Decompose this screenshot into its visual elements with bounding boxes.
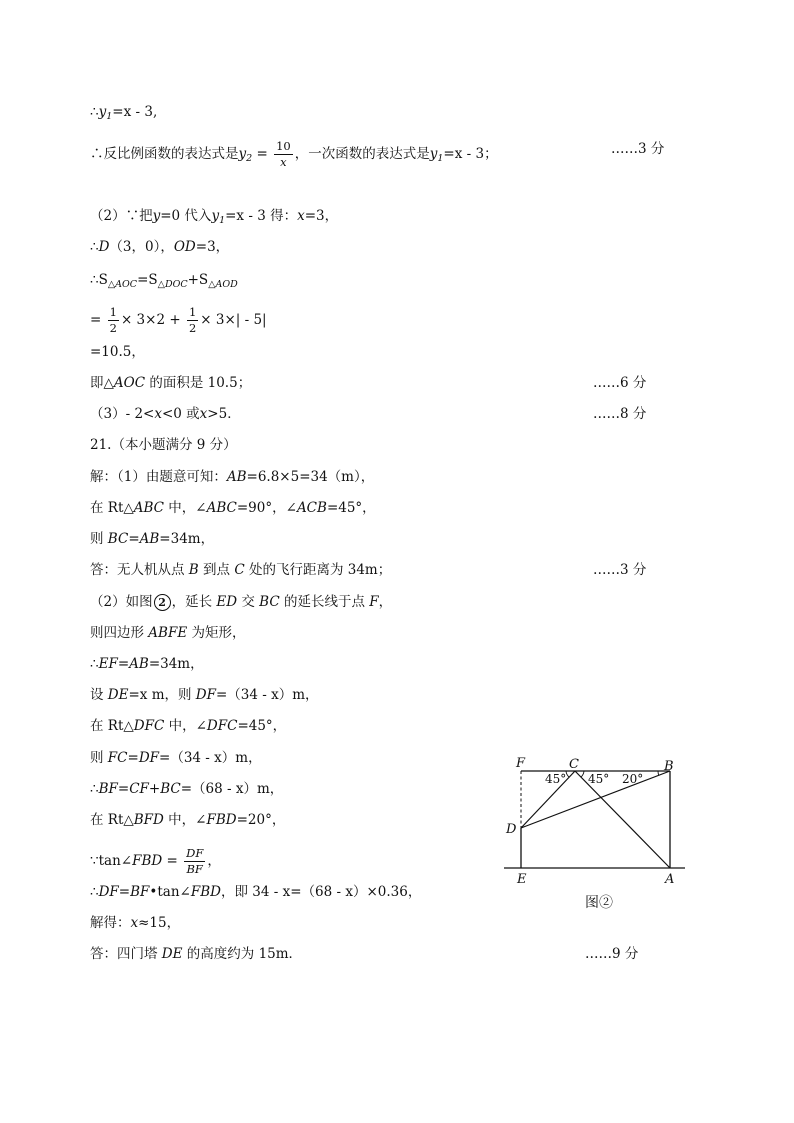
subscript: △AOD — [208, 279, 238, 290]
var: FBD — [132, 853, 163, 869]
question-21-heading: 21.（本小题满分 9 分） — [90, 437, 237, 453]
text: 在 Rt△ — [90, 812, 134, 828]
subscript: 1 — [437, 153, 444, 164]
var: BC — [160, 781, 181, 797]
var: BC — [107, 531, 129, 547]
line-q21-1 — [90, 467, 374, 487]
fraction — [184, 846, 205, 877]
var: OD — [173, 239, 196, 255]
var: DE — [161, 946, 183, 962]
var: ABC — [206, 500, 237, 516]
line-q21-2 — [90, 498, 376, 518]
denominator: 2 — [109, 321, 117, 335]
circled-number: 2 — [154, 594, 171, 611]
text: 则四边形 — [90, 625, 149, 641]
text: =x - 3 得： — [225, 208, 298, 224]
text: =x - 3； — [443, 146, 498, 162]
angle-arc-3 — [658, 771, 659, 775]
var: DFC — [133, 718, 165, 734]
var: DFC — [206, 718, 238, 734]
line-q21-3 — [90, 529, 214, 549]
subscript: 1 — [106, 111, 113, 122]
score-6: ……6 分 — [593, 375, 647, 391]
line-q21-4 — [90, 560, 391, 580]
text: ∴ — [90, 104, 99, 120]
point-label-e: E — [517, 872, 527, 887]
var: ACB — [296, 500, 327, 516]
var: y — [152, 208, 161, 224]
var: x — [130, 915, 139, 931]
point-label-c: C — [569, 757, 579, 772]
line-q21-8 — [90, 685, 319, 705]
text: ， — [207, 853, 221, 869]
angle-label-3: 20° — [622, 772, 644, 786]
text: 的面积是 10.5； — [145, 375, 252, 391]
text: = — [117, 656, 130, 672]
text: <0 或 — [161, 406, 200, 422]
denominator: 2 — [188, 321, 197, 335]
text: =3， — [304, 208, 339, 224]
text: =（34 - x）m， — [159, 750, 262, 766]
text: 交 — [237, 594, 260, 610]
var: EF — [98, 656, 118, 672]
text: ，即 34 - x=（68 - x）×0.36， — [220, 884, 422, 900]
text: 处的飞行距离为 34m； — [244, 562, 392, 578]
line-q21-10 — [90, 748, 262, 768]
numerator: 1 — [109, 305, 117, 319]
numerator: 10 — [276, 139, 291, 153]
var: DE — [107, 687, 129, 703]
text: = — [117, 781, 130, 797]
line-area-answer — [90, 373, 251, 393]
angle-label-1: 45° — [545, 772, 567, 786]
line-area-sum — [90, 270, 238, 295]
figure-caption: 图② — [585, 895, 613, 911]
text: 为矩形， — [187, 625, 246, 641]
line-therefore-y1 — [90, 102, 157, 127]
text: •tan∠ — [149, 884, 191, 900]
text: ∴ — [90, 781, 99, 797]
text: ∴S — [90, 272, 108, 288]
score-8: ……8 分 — [593, 406, 647, 422]
text: ∵tan∠ — [90, 853, 133, 869]
line-q21-9 — [90, 716, 286, 736]
text: 中，∠ — [163, 812, 207, 828]
text: =6.8×5=34（m）， — [246, 469, 375, 485]
text: 中，∠ — [164, 718, 207, 734]
line-part2 — [90, 206, 338, 231]
var: DF — [195, 687, 216, 703]
var: ABC — [133, 500, 165, 516]
var: BC — [259, 594, 280, 610]
text: = — [252, 146, 273, 162]
text: =20°， — [236, 812, 286, 828]
line-q21-13 — [90, 846, 221, 877]
text: =x - 3, — [112, 104, 158, 120]
text: 在 Rt△ — [90, 718, 134, 734]
text: （3）- 2< — [90, 406, 155, 422]
line-q21-16 — [90, 944, 302, 964]
var: F — [369, 594, 379, 610]
line-part3 — [90, 404, 241, 424]
text: 解得： — [90, 915, 131, 931]
text: ≈15， — [138, 915, 181, 931]
text: =90°，∠ — [236, 500, 297, 516]
text: = — [162, 853, 183, 869]
text: =（34 - x）m， — [216, 687, 319, 703]
line-result: =10.5， — [90, 344, 145, 360]
var: x — [297, 208, 305, 224]
text: （2）∵把 — [90, 208, 153, 224]
text: （3，0）， — [109, 239, 174, 255]
text: × 3×2 + — [120, 312, 185, 328]
text: 在 Rt△ — [90, 500, 134, 516]
denominator: x — [280, 155, 287, 169]
text: × 3×| - 5| — [200, 312, 267, 328]
var: BF — [130, 884, 150, 900]
var: AB — [139, 531, 160, 547]
text: ， — [378, 594, 393, 610]
var: AB — [226, 469, 247, 485]
text: ∴ — [90, 884, 99, 900]
angle-label-2: 45° — [588, 772, 610, 786]
var: x — [199, 406, 208, 422]
line-q21-15 — [90, 913, 180, 933]
text: =x m，则 — [128, 687, 196, 703]
text: = — [128, 531, 140, 547]
text: 设 — [90, 687, 108, 703]
text: ∴反比例函数的表达式是 — [90, 146, 239, 162]
var: y — [211, 208, 220, 224]
line-area-calc — [90, 305, 267, 336]
point-label-f: F — [516, 756, 526, 771]
angle-arc-2 — [581, 771, 584, 777]
text: 中，∠ — [164, 500, 207, 516]
text: 则 — [90, 750, 108, 766]
text: = — [118, 884, 131, 900]
var: ABFE — [148, 625, 188, 641]
line-point-d — [90, 237, 229, 257]
var: C — [234, 562, 245, 578]
text: =3， — [195, 239, 230, 255]
point-label-d: D — [506, 822, 517, 837]
var: FBD — [190, 884, 221, 900]
text: ∴ — [90, 239, 99, 255]
denominator: BF — [186, 862, 203, 876]
var: BFD — [133, 812, 164, 828]
var: y — [98, 104, 107, 120]
subscript: △DOC — [157, 279, 188, 290]
text: 即△ — [90, 375, 114, 391]
text: 答：无人机从点 — [90, 562, 189, 578]
text: 答：四门塔 — [90, 946, 162, 962]
text: =（68 - x）m， — [180, 781, 284, 797]
line-q21-14 — [90, 882, 421, 902]
fraction — [274, 139, 293, 170]
fraction — [108, 305, 119, 336]
var: CF — [129, 781, 149, 797]
text: ，延长 — [171, 594, 217, 610]
subscript: △AOC — [107, 279, 138, 290]
line-q21-6 — [90, 623, 246, 643]
point-label-a: A — [665, 872, 675, 887]
var: B — [188, 562, 199, 578]
text: = — [127, 750, 139, 766]
text: =45°， — [326, 500, 376, 516]
var: FBD — [206, 812, 237, 828]
line-q21-11 — [90, 779, 283, 799]
text: + — [148, 781, 161, 797]
text: =S — [137, 272, 158, 288]
text: ，一次函数的表达式是 — [294, 146, 430, 162]
var: DF — [98, 884, 119, 900]
line-q21-7 — [90, 654, 204, 674]
var: FC — [107, 750, 128, 766]
line-expressions — [90, 139, 498, 170]
var: AOC — [113, 375, 146, 391]
text: =34m， — [159, 531, 215, 547]
text: =34m， — [148, 656, 204, 672]
fraction — [187, 305, 198, 336]
text: +S — [187, 272, 209, 288]
text: 解：（1）由题意可知： — [90, 469, 227, 485]
text: 则 — [90, 531, 108, 547]
text: =45°， — [237, 718, 287, 734]
var: BF — [98, 781, 118, 797]
numerator: DF — [186, 846, 204, 860]
text: 到点 — [198, 562, 235, 578]
score-3b: ……3 分 — [593, 562, 647, 578]
text: （2）如图 — [90, 594, 153, 610]
point-label-b: B — [664, 759, 674, 774]
var: D — [98, 239, 110, 255]
score-3: ……3 分 — [611, 141, 665, 157]
text: =0 代入 — [160, 208, 212, 224]
var: y — [429, 146, 438, 162]
score-9: ……9 分 — [585, 946, 639, 962]
geometry-figure — [500, 748, 690, 888]
var: x — [154, 406, 162, 422]
var: AB — [129, 656, 149, 672]
numerator: 1 — [188, 305, 197, 319]
var: y — [238, 146, 247, 162]
text: ∴ — [90, 656, 99, 672]
line-q21-5 — [90, 592, 392, 612]
subscript: 1 — [219, 215, 226, 226]
line-q21-12 — [90, 810, 285, 830]
subscript: 2 — [246, 153, 253, 164]
var: DF — [138, 750, 160, 766]
text: 的高度约为 15m． — [182, 946, 303, 962]
var: ED — [216, 594, 238, 610]
text: = — [90, 312, 106, 328]
text: >5． — [207, 406, 241, 422]
text: 的延长线于点 — [279, 594, 370, 610]
